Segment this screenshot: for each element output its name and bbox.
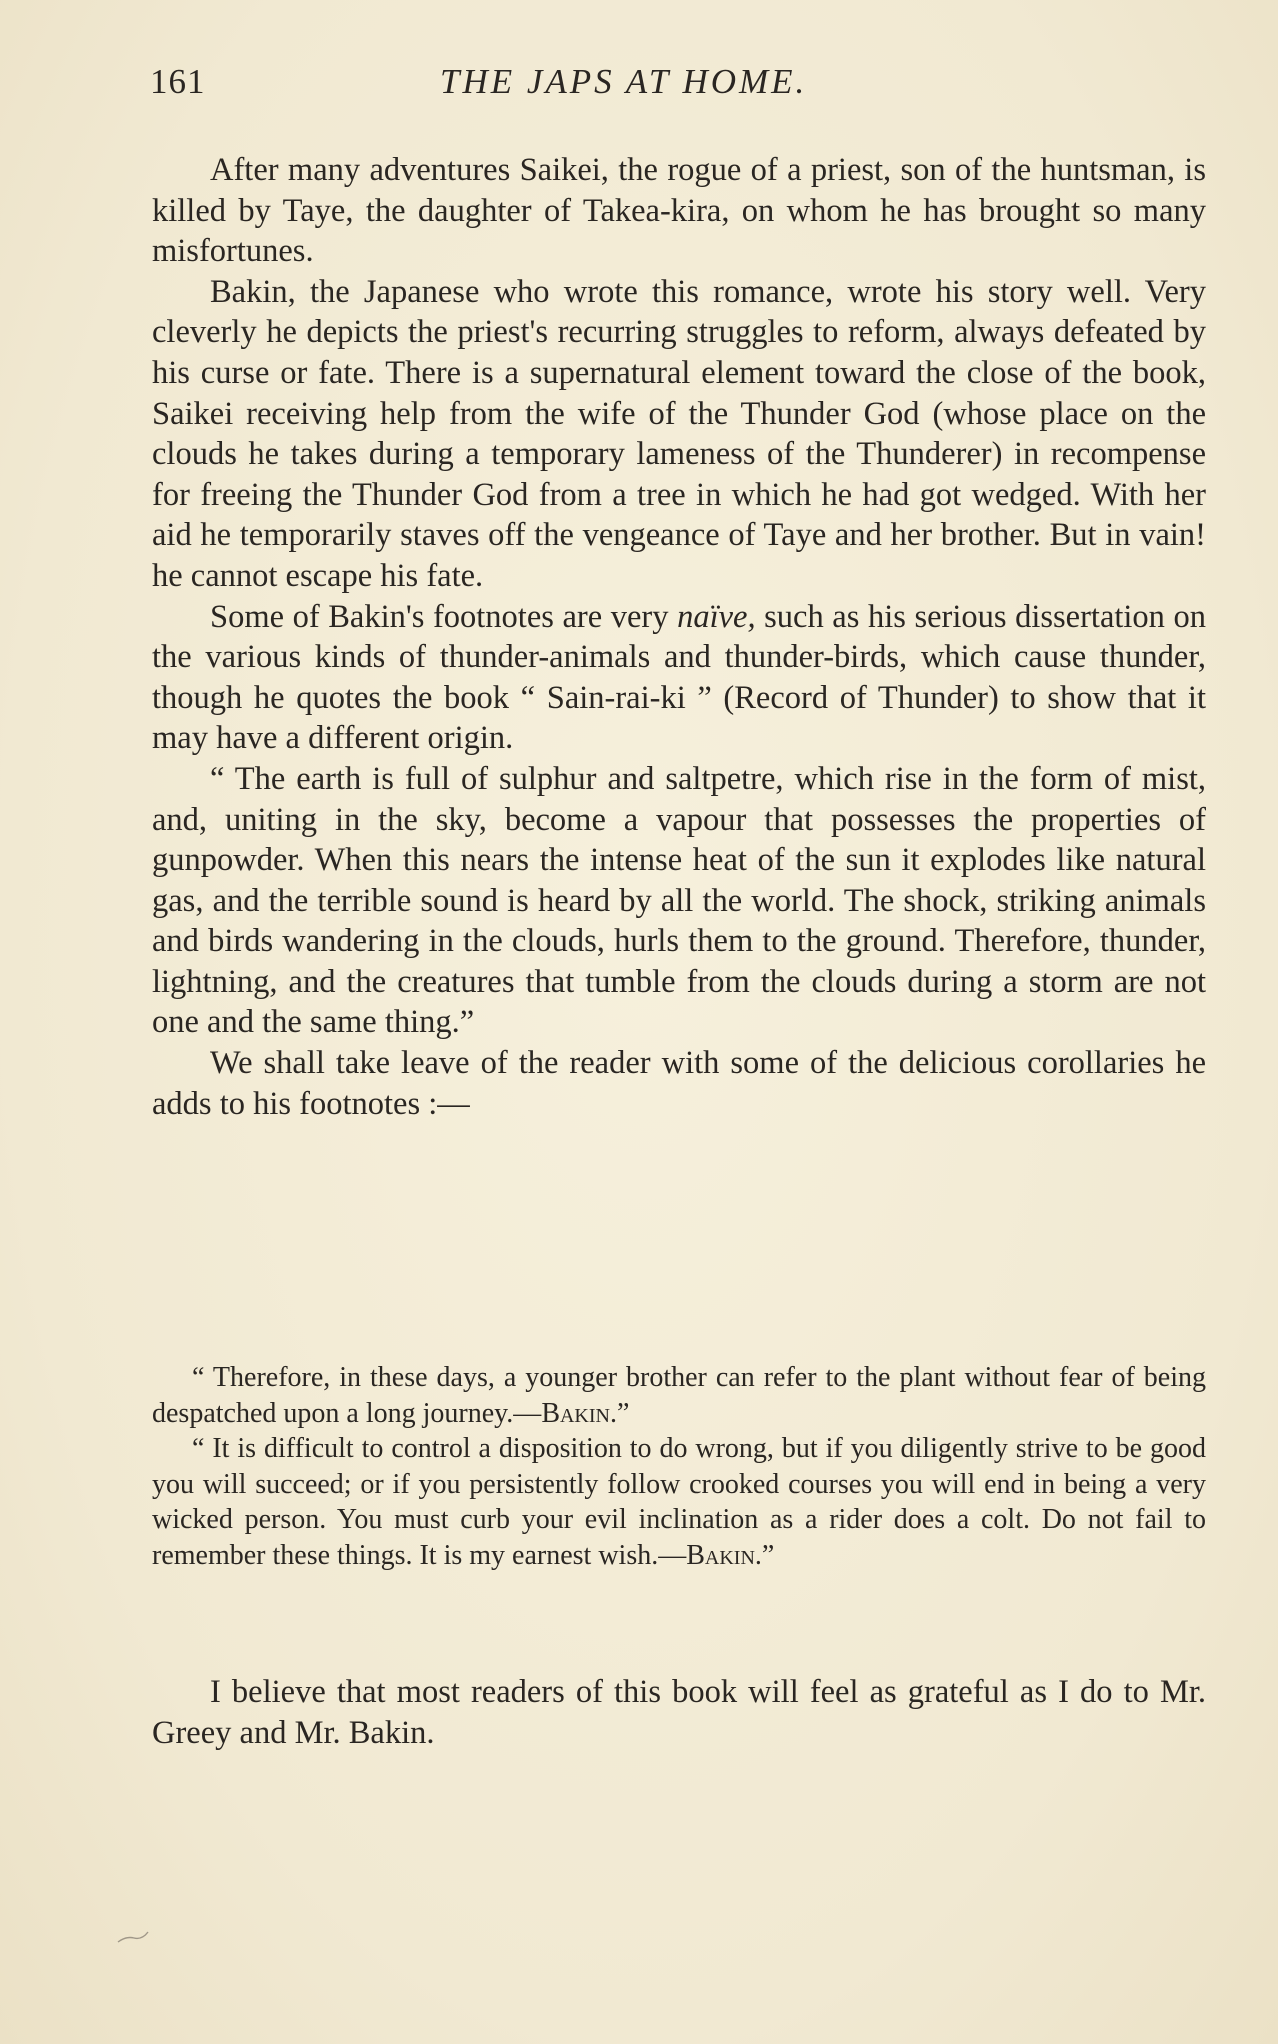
quoted-corollaries (152, 1360, 1206, 1573)
quote-younger-brother (152, 1360, 1206, 1431)
paragraph-saikei-fate: After many adventures Saikei, the rogue of a priest, son of the huntsman, is killed by Taye, the daughter of Takea-kira, on whom he has brought so many misfortunes. (152, 152, 1206, 270)
italic-naive: naïve, (677, 598, 756, 635)
paragraph-leave-reader: We shall take leave of the reader with some of the delicious corollaries he adds to his footnotes :— (152, 1045, 1206, 1122)
quote-close-mark: ” (761, 1539, 775, 1571)
running-title: THE JAPS AT HOME. (440, 62, 808, 101)
main-text (152, 150, 1206, 1124)
footnotes-text-start: Some of Bakin's footnotes are very (210, 598, 678, 635)
paragraph-thunder-quote: “ The earth is full of sulphur and saltpetre, which rise in the form of mist, and, uniting in the sky, become a vapour that possesses the properties of gunpowder. When this nears the intense heat of the sun it explodes like natural gas, and the terrible sound is heard by all the world. The shock, striking animals and birds wandering in the clouds, hurls them to the ground. Therefore, thunder, lightning, and the creatures that tumble from the clouds during a storm are not one and the same thing.” (152, 760, 1206, 1041)
quote-text: “ It is difficult to control a disposition to do wrong, but if you diligently strive to be good you will succeed; or if you persistently follow crooked courses you will end in being a very wicked person. You must curb your evil inclination as a rider does a colt. Do not fail to remember these things. It is my earnest wish.— (152, 1433, 1206, 1571)
quote-signature: Bakin. (541, 1397, 617, 1429)
ink-mark (116, 1930, 150, 1944)
page-number: 161 (150, 62, 206, 101)
paragraph-footnotes (152, 597, 1206, 759)
paragraph-closing: I believe that most readers of this book will feel as grateful as I do to Mr. Greey and Mr. Bakin. (152, 1674, 1206, 1751)
quote-close-mark: ” (616, 1397, 630, 1429)
quote-text: “ Therefore, in these days, a younger brother can refer to the plant without fear of being despatched upon a long journey.— (152, 1362, 1206, 1429)
quote-disposition (152, 1431, 1206, 1573)
closing-text (152, 1672, 1206, 1753)
footnotes-text-end: such as his serious dissertation on the various kinds of thunder-animals and thunder-birds, which cause thunder, though he quotes the book “ Sain-rai-ki ” (Record of Thunder) to show that it may have a different origin. (152, 598, 1206, 757)
page-header (150, 62, 1206, 118)
paragraph-bakin-story: Bakin, the Japanese who wrote this romance, wrote his story well. Very cleverly he depicts the priest's recurring struggles to reform, always defeated by his curse or fate. There is a supernatural element toward the close of the book, Saikei receiving help from the wife of the Thunder God (whose place on the clouds he takes during a temporary lameness of the Thunderer) in recompense for freeing the Thunder God from a tree in which he had got wedged. With her aid he temporarily staves off the vengeance of Taye and her brother. But in vain! he cannot escape his fate. (152, 273, 1206, 594)
quote-signature: Bakin. (686, 1539, 762, 1571)
